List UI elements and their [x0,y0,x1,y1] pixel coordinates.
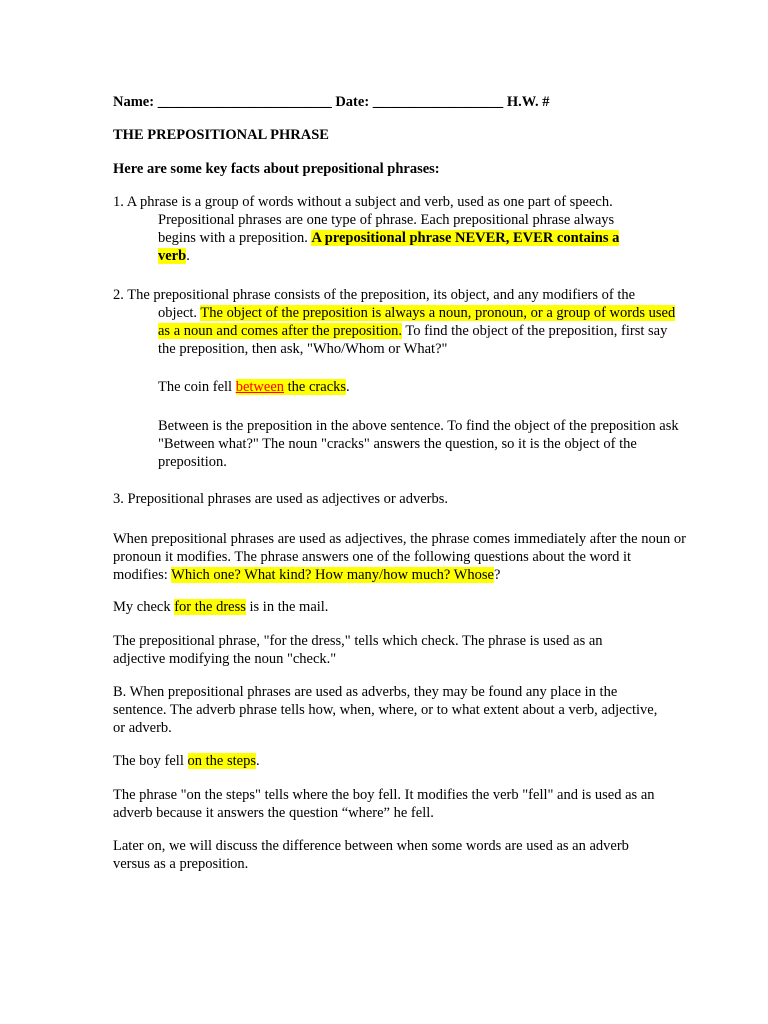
point2-text-start: object. [158,305,201,321]
adjective-explanation: The prepositional phrase, "for the dress," tells which check. The phrase is used as an adjective modifying the noun "check." [113,633,603,667]
example-after: the cracks [284,379,347,395]
point1-text: Prepositional phrases are one type of phrase. Each prepositional phrase always begins with a preposition. [158,212,615,246]
date-blank: __________________ [372,94,504,110]
point1-end: . [186,248,190,264]
example-before: The coin fell [158,379,236,395]
point2-explanation: Between is the preposition in the above sentence. To find the object of the preposition ask "Between what?" The noun "cracks" answers the question, so it is the object of the preposition. [158,418,679,470]
adjective-example [113,598,693,616]
hw-label: H.W. # [506,94,550,110]
intro-heading: Here are some key facts about prepositional phrases: [113,161,440,177]
closing-note: Later on, we will discuss the difference between when some words are used as an adverb versus as a preposition. [113,838,629,872]
adjective-intro [113,530,688,584]
example-end: . [346,379,350,395]
point2-body [158,304,678,358]
adverb-example-phrase: on the steps [187,753,256,769]
header-line [113,93,693,111]
adverb-example-before: The boy fell [113,753,188,769]
example-preposition: between [235,379,285,395]
adjective-example-before: My check [113,599,175,615]
point2-example [158,378,693,396]
adverb-example-after: . [255,753,260,769]
date-label: Date: [335,94,370,110]
adjective-questions: Which one? What kind? How many/how much? Whose [171,567,494,583]
point1-first-line: 1. A phrase is a group of words without a subject and verb, used as one part of speech. [113,194,613,210]
point2-text-end: To find the object of the preposition, first say the preposition, then ask, "Who/Whom or What?" [158,323,668,357]
name-label: Name: [113,94,155,110]
adverb-explanation: The phrase "on the steps" tells where the boy fell. It modifies the verb "fell" and is used as an adverb because it answers the question “where” he fell. [113,787,655,821]
point2-first-line: 2. The prepositional phrase consists of the preposition, its object, and any modifiers of the [113,287,636,303]
adjective-intro-end: ? [493,567,501,583]
point1-body [158,211,648,265]
point3: 3. Prepositional phrases are used as adjectives or adverbs. [113,491,449,507]
adjective-example-phrase: for the dress [174,599,246,615]
adjective-intro-text: When prepositional phrases are used as adjectives, the phrase comes immediately after the noun or pronoun it modifies. The phrase answers one of the following questions about the word it modifies: [113,531,686,583]
point2-highlight: The object of the preposition is always a noun, pronoun, or a group of words used as a noun and comes after the preposition. [158,305,676,339]
adverb-intro: B. When prepositional phrases are used as adverbs, they may be found any place in the sentence. The adverb phrase tells how, when, where, or to what extent about a verb, adjective, or adverb. [113,684,658,736]
adverb-example [113,752,693,770]
point1-highlight: A prepositional phrase NEVER, EVER contains a verb [158,230,620,264]
name-blank: ________________________ [157,94,332,110]
page-title: THE PREPOSITIONAL PHRASE [113,127,329,143]
adjective-example-after: is in the mail. [245,599,329,615]
